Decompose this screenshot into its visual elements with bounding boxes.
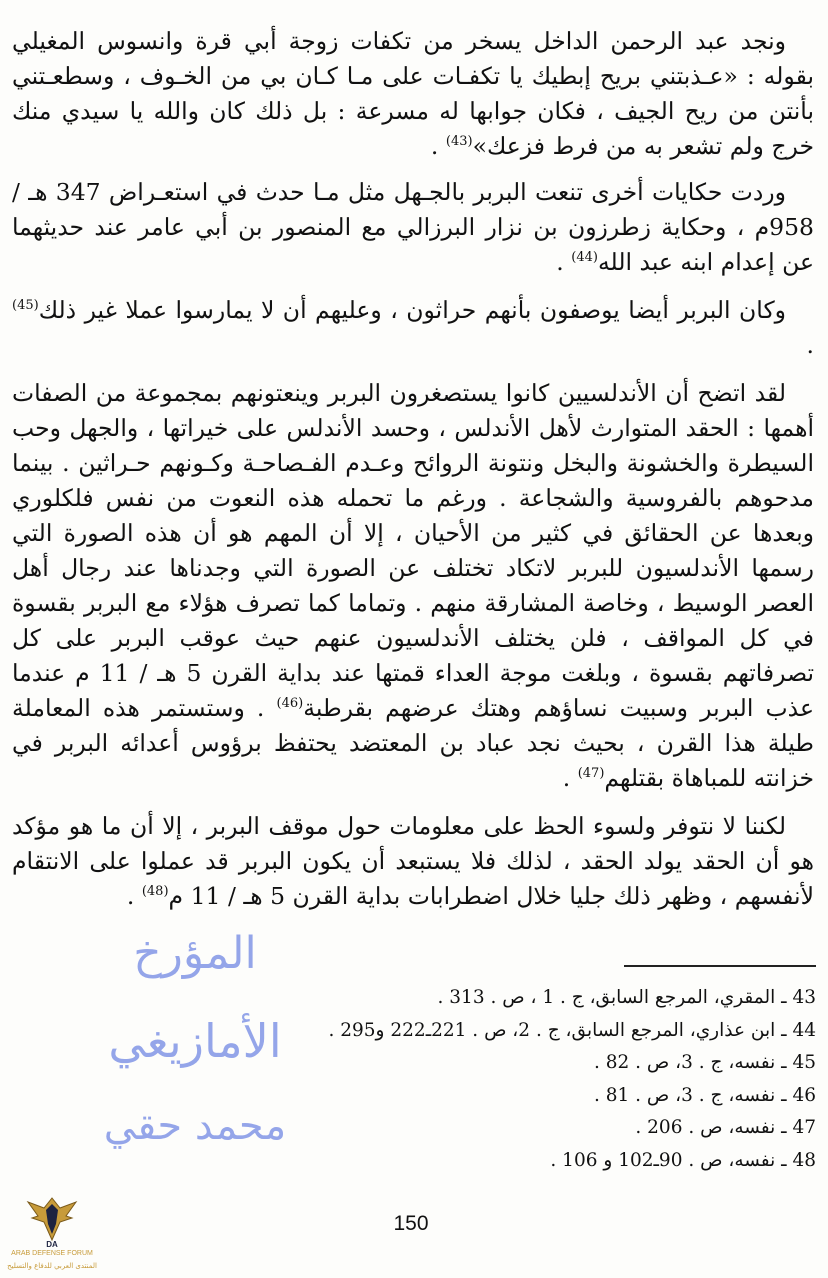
paragraph-2-text: وردت حكايات أخرى تنعت البربر بالجـهل مثل مـا حدث في استعـراض 347 هـ / 958م ، وحكاية زطرزون بن نزار البرزالي مع المنصور بن أبي عامر عند حديثهما عن إعدام ابنه عبد الله (12, 178, 814, 276)
author-watermark (50, 912, 340, 1166)
watermark-line-2: الأمازيغي (108, 1014, 282, 1068)
eagle-shield-icon (26, 1192, 78, 1248)
watermark-line-1: المؤرخ (133, 928, 257, 979)
paragraph-2-end: . (556, 248, 564, 276)
logo-text-en: ARAB DEFENSE FORUM (11, 1250, 93, 1257)
paragraph-3-text: وكان البربر أيضا يوصفون بأنهم حراثون ، وعليهم أن لا يمارسوا عملا غير ذلك (38, 296, 786, 324)
footnote-ref-45: (45) (12, 298, 39, 313)
footnote-separator (624, 965, 816, 967)
footnote-ref-46: (46) (276, 696, 304, 711)
footnote-44: 44 ـ ابن عذاري، المرجع السابق، ج . 2، ص . 221ـ222 و295 . (328, 1019, 816, 1041)
paragraph-3-end: . (806, 331, 814, 359)
footnote-ref-43: (43) (445, 134, 473, 149)
footnote-ref-48: (48) (141, 884, 169, 899)
footnote-46: 46 ـ نفسه، ج . 3، ص . 81 . (593, 1084, 816, 1106)
paragraph-4-end: . (562, 764, 571, 792)
paragraph-2 (12, 175, 814, 280)
footnote-45: 45 ـ نفسه، ج . 3، ص . 82 . (593, 1052, 816, 1073)
paragraph-1-end: . (430, 132, 439, 160)
paragraph-1 (12, 24, 814, 164)
paragraph-4 (12, 376, 814, 796)
footnote-47: 47 ـ نفسه، ص . 206 . (635, 1117, 816, 1138)
forum-logo (4, 1192, 100, 1278)
paragraph-4-continuation: . وستستمر هذه المعاملة طيلة هذا القرن ، بحيث نجد عباد بن المعتضد يحتفظ برؤوس أعدائه البربر في خزانته للمباهاة بقتلهم (12, 694, 814, 792)
svg-text:DA: DA (46, 1240, 58, 1248)
paragraph-3 (12, 293, 814, 363)
footnotes (316, 982, 816, 1177)
paragraph-1-text: ونجد عبد الرحمن الداخل يسخر من تكفات زوجة أبي قرة وانسوس المغيلي بقوله : «عـذبتني بريح إبطيك يا تكفـات على مـا كـان بي من الخـوف ، وسطعـتني بأنتن من ريح الجيف ، فكان جوابها له مسرعة : بل ذلك كان والله يا سيدي منك خرج ولم تشعر به من فرط فزعك» (12, 27, 814, 160)
paragraph-5-end: . (126, 882, 135, 910)
page-number: 150 (393, 1212, 429, 1235)
logo-text-ar: المنتدى العربي للدفاع والتسليح (7, 1262, 97, 1270)
paragraph-5 (12, 809, 814, 914)
watermark-line-3: محمد حقي (103, 1103, 287, 1149)
footnote-48: 48 ـ نفسه، ص . 90ـ102 و 106 . (550, 1149, 816, 1171)
main-text (12, 24, 814, 927)
paragraph-5-text: لكننا لا نتوفر ولسوء الحظ على معلومات حول موقف البربر ، إلا أن ما هو مؤكد هو أن الحقد يولد الحقد ، لذلك فلا يستبعد أن يكون البربر قد عملوا على الانتقام لأنفسهم ، وظهر ذلك جليا خلال اضطرابات بداية القرن 5 هـ / 11 م (12, 812, 814, 910)
footnote-43: 43 ـ المقري، المرجع السابق، ج . 1 ، ص . 313 . (437, 987, 816, 1008)
paragraph-4-text: لقد اتضح أن الأندلسيين كانوا يستصغرون البربر وينعتونهم بمجموعة من الصفات أهمها : الحقد المتوارث لأهل الأندلس ، وحسد الأندلس على خيراتها ، والجهل وحب السيطرة والخشونة والبخل ونتونة الروائح وعـدم الفـصاحـة وكـونهم حـراثين . بينما مدحوهم بالفروسية والشجاعة . ورغم ما تحمله هذه النعوت من نفس فلكلوري وبعدها عن الحقائق في كثير من الأحيان ، إلا أن المهم هو أن هذه الصورة التي رسمها الأندلسيون للبربر لاتكاد تختلف عن الصورة التي وجدناها عند رجال أهل العصر الوسيط ، وخاصة المشارقة منهم . وتماما كما تصرف هؤلاء مع البربر بقسوة في كل المواقف ، فلن يختلف الأندلسيون عنهم حيث عوقب البربر على كل تصرفاتهم بقسوة ، وبلغت موجة العداء قمتها عند بداية القرن 5 هـ / 11 م عندما عذب البربر وسبيت نساؤهم وهتك عرضهم بقرطبة (12, 379, 815, 722)
footnote-ref-47: (47) (577, 766, 605, 781)
footnote-ref-44: (44) (571, 250, 598, 265)
